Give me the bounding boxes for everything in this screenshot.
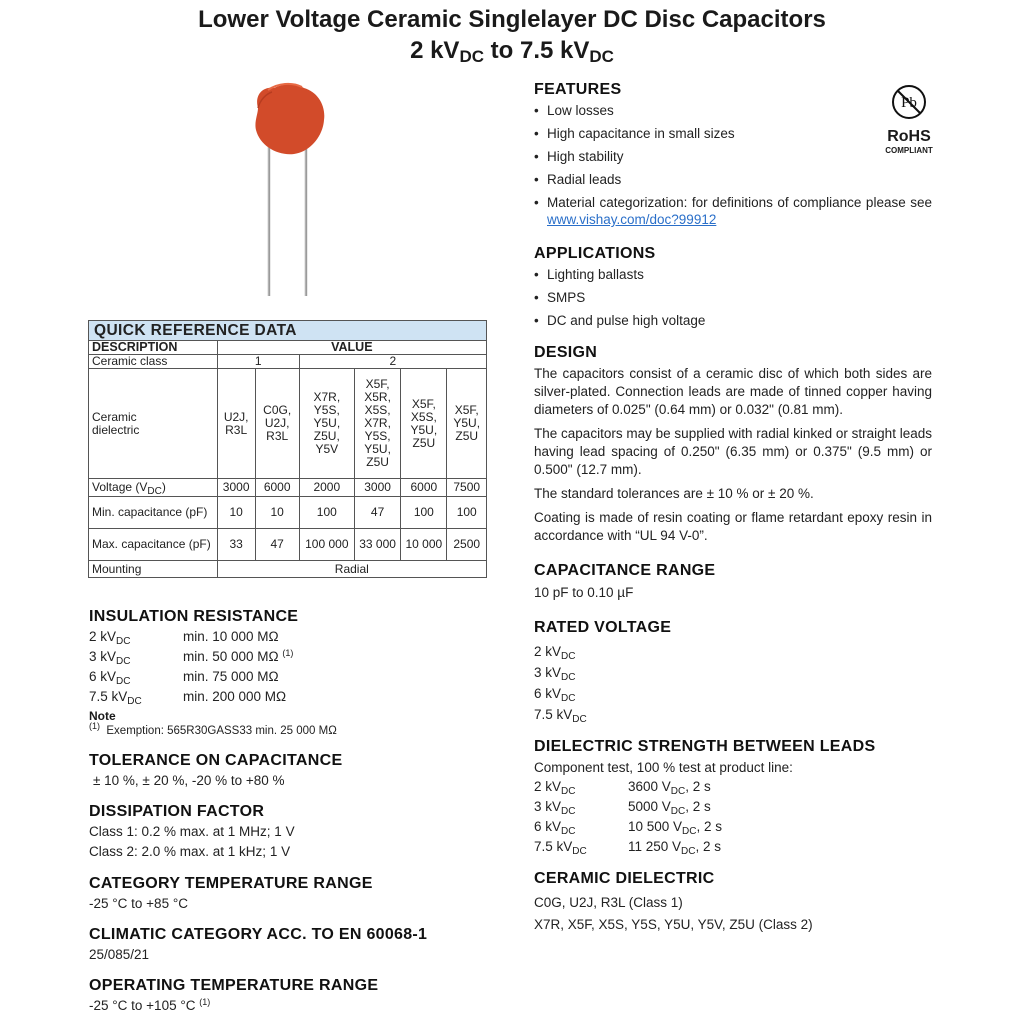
quick-reference-heading: QUICK REFERENCE DATA bbox=[89, 321, 487, 341]
dc-subscript: DC bbox=[147, 486, 162, 497]
voltage-rating: 6 kV bbox=[534, 819, 562, 834]
left-column bbox=[89, 607, 509, 1015]
lead-free-symbol: Pb bbox=[901, 95, 917, 111]
table-cell: 33 bbox=[217, 529, 255, 561]
table-cell: 3000 bbox=[217, 479, 255, 497]
table-cell: 100 bbox=[447, 497, 487, 529]
table-cell: 33 000 bbox=[354, 529, 400, 561]
dielectric-strength-row bbox=[534, 777, 932, 797]
insulation-value: min. 10 000 MΩ bbox=[183, 629, 279, 644]
climatic-category-heading: CLIMATIC CATEGORY ACC. TO EN 60068-1 bbox=[89, 926, 428, 943]
design-heading: DESIGN bbox=[534, 344, 598, 361]
voltage-label: Voltage (V bbox=[92, 480, 148, 494]
table-cell: 2000 bbox=[299, 479, 354, 497]
table-row-class bbox=[89, 355, 487, 369]
voltage-rating: 2 kV bbox=[89, 629, 117, 644]
features-list bbox=[534, 102, 932, 228]
test-duration: , 2 s bbox=[685, 799, 711, 814]
material-link[interactable]: www.vishay.com/doc?99912 bbox=[547, 212, 717, 227]
dc-subscript: DC bbox=[116, 676, 131, 687]
dielectric-strength-row bbox=[534, 837, 932, 857]
insulation-value: min. 200 000 MΩ bbox=[183, 689, 287, 704]
dc-subscript: DC bbox=[561, 651, 576, 662]
row-label: Ceramic class bbox=[89, 355, 218, 369]
rated-voltage-section bbox=[534, 618, 932, 725]
feature-item-material bbox=[534, 194, 932, 228]
features-section bbox=[534, 80, 932, 228]
table-row-voltage bbox=[89, 479, 487, 497]
application-item: • Lighting ballasts bbox=[534, 266, 932, 283]
note-text: Exemption: 565R30GASS33 min. 25 000 MΩ bbox=[106, 725, 337, 737]
tolerance-section bbox=[89, 751, 509, 790]
dc-subscript: DC bbox=[561, 806, 576, 817]
insulation-section bbox=[89, 607, 509, 739]
capacitance-range-value: 10 pF to 0.10 µF bbox=[534, 585, 634, 600]
rated-voltage-heading: RATED VOLTAGE bbox=[534, 619, 672, 636]
ceramic-dielectric-section bbox=[534, 869, 932, 936]
dc-subscript: DC bbox=[116, 636, 131, 647]
voltage-rating: 6 kV bbox=[89, 669, 117, 684]
rated-voltage-value: 2 kV bbox=[534, 644, 562, 659]
voltage-label-close: ) bbox=[161, 480, 166, 494]
feature-item: • High stability bbox=[534, 148, 932, 165]
insulation-row bbox=[89, 627, 509, 647]
dissipation-section bbox=[89, 802, 509, 862]
applications-section bbox=[534, 244, 932, 329]
capacitance-range-heading: CAPACITANCE RANGE bbox=[534, 562, 716, 579]
dielectric-strength-row bbox=[534, 817, 932, 837]
row-label: Mounting bbox=[89, 561, 218, 578]
material-text: Material categorization: for definitions of compliance please see bbox=[547, 195, 932, 210]
table-cell: 6000 bbox=[255, 479, 299, 497]
voltage-rating: 3 kV bbox=[89, 649, 117, 664]
row-label: Ceramic dielectric bbox=[89, 369, 218, 479]
feature-item: • Low losses bbox=[534, 102, 932, 119]
insulation-heading: INSULATION RESISTANCE bbox=[89, 608, 299, 625]
dc-subscript: DC bbox=[116, 656, 131, 667]
right-column bbox=[534, 80, 932, 936]
title-sub-dc-1: DC bbox=[459, 47, 484, 66]
ceramic-dielectric-class2: X7R, X5F, X5S, Y5S, Y5U, Y5V, Z5U (Class 2) bbox=[534, 917, 813, 932]
insulation-row bbox=[89, 687, 509, 707]
title-line-2 bbox=[0, 35, 1024, 66]
table-cell: 100 bbox=[299, 497, 354, 529]
disc-capacitor-image bbox=[248, 80, 338, 300]
category-temperature-section bbox=[89, 874, 509, 913]
feature-item: • Radial leads bbox=[534, 171, 932, 188]
title-voltage-low: 2 kV bbox=[410, 37, 460, 64]
dissipation-class2: Class 2: 2.0 % max. at 1 kHz; 1 V bbox=[89, 844, 291, 859]
table-cell: U2J, R3L bbox=[217, 369, 255, 479]
table-cell: 100 000 bbox=[299, 529, 354, 561]
test-voltage: 11 250 V bbox=[628, 839, 682, 854]
insulation-value: min. 50 000 MΩ bbox=[183, 649, 279, 664]
table-cell: 3000 bbox=[354, 479, 400, 497]
table-cell: 10 bbox=[255, 497, 299, 529]
dielectric-strength-row bbox=[534, 797, 932, 817]
dc-subscript: DC bbox=[572, 846, 587, 857]
dielectric-strength-section bbox=[534, 737, 932, 857]
features-heading: FEATURES bbox=[534, 81, 622, 98]
insulation-row bbox=[89, 647, 509, 667]
table-row-min-capacitance bbox=[89, 497, 487, 529]
footnote-mark: (1) bbox=[282, 648, 294, 658]
dc-subscript: DC bbox=[682, 826, 697, 837]
tolerance-heading: TOLERANCE ON CAPACITANCE bbox=[89, 752, 343, 769]
table-cell: X5F, X5S, Y5U, Z5U bbox=[401, 369, 447, 479]
ceramic-dielectric-heading: CERAMIC DIELECTRIC bbox=[534, 870, 715, 887]
voltage-rating: 7.5 kV bbox=[534, 839, 573, 854]
dc-subscript: DC bbox=[670, 786, 686, 797]
capacitance-range-section bbox=[534, 561, 932, 602]
dc-subscript: DC bbox=[572, 714, 587, 725]
design-paragraph: The capacitors consist of a ceramic disc of which both sides are silver-plated. Connection leads are made of tinned copper having diameters of 0.025" (0.64 mm) or 0.032" (0.81 mm). bbox=[534, 366, 932, 417]
rohs-label: RoHS bbox=[887, 128, 931, 145]
table-cell: 47 bbox=[255, 529, 299, 561]
table-cell: C0G, U2J, R3L bbox=[255, 369, 299, 479]
table-row-mounting bbox=[89, 561, 487, 578]
document-title bbox=[0, 4, 1024, 66]
voltage-rating: 2 kV bbox=[534, 779, 562, 794]
operating-temperature-value: -25 °C to +105 °C bbox=[89, 998, 196, 1013]
dc-subscript: DC bbox=[127, 696, 142, 707]
dielectric-strength-intro: Component test, 100 % test at product line: bbox=[534, 760, 793, 775]
tolerance-value: ± 10 %, ± 20 %, -20 % to +80 % bbox=[93, 773, 285, 788]
climatic-category-value: 25/085/21 bbox=[89, 947, 150, 962]
note-line bbox=[89, 723, 509, 739]
dc-subscript: DC bbox=[561, 693, 576, 704]
applications-heading: APPLICATIONS bbox=[534, 245, 656, 262]
insulation-value: min. 75 000 MΩ bbox=[183, 669, 279, 684]
dc-subscript: DC bbox=[681, 846, 696, 857]
table-cell: 2500 bbox=[447, 529, 487, 561]
rated-voltage-value: 7.5 kV bbox=[534, 707, 573, 722]
row-label: Min. capacitance (pF) bbox=[89, 497, 218, 529]
insulation-row bbox=[89, 667, 509, 687]
design-paragraph: The capacitors may be supplied with radial kinked or straight leads having lead spacing of 0.250" (6.35 mm) or 0.375" (9.5 mm) or 0.500" (12.7 mm). bbox=[534, 426, 932, 477]
table-cell: 7500 bbox=[447, 479, 487, 497]
dc-subscript: DC bbox=[561, 786, 576, 797]
dc-subscript: DC bbox=[670, 806, 686, 817]
operating-temperature-heading: OPERATING TEMPERATURE RANGE bbox=[89, 977, 379, 994]
table-cell: 2 bbox=[299, 355, 486, 369]
test-voltage: 5000 V bbox=[628, 799, 671, 814]
title-sub-dc-2: DC bbox=[589, 47, 614, 66]
column-header-value: VALUE bbox=[217, 341, 486, 355]
table-cell: X5F, X5R, X5S, X7R, Y5S, Y5U, Z5U bbox=[354, 369, 400, 479]
rated-voltage-item bbox=[534, 662, 932, 683]
ceramic-dielectric-class1: C0G, U2J, R3L (Class 1) bbox=[534, 895, 683, 910]
dielectric-strength-heading: DIELECTRIC STRENGTH BETWEEN LEADS bbox=[534, 738, 876, 755]
rated-voltage-item bbox=[534, 704, 932, 725]
application-item: • SMPS bbox=[534, 289, 932, 306]
rated-voltage-value: 3 kV bbox=[534, 665, 562, 680]
rohs-sublabel: COMPLIANT bbox=[885, 146, 933, 155]
voltage-rating: 3 kV bbox=[534, 799, 562, 814]
applications-list bbox=[534, 266, 932, 329]
table-row-max-capacitance bbox=[89, 529, 487, 561]
application-item: • DC and pulse high voltage bbox=[534, 312, 932, 329]
dissipation-heading: DISSIPATION FACTOR bbox=[89, 803, 265, 820]
footnote-mark: (1) bbox=[89, 721, 100, 731]
rated-voltage-value: 6 kV bbox=[534, 686, 562, 701]
table-cell: 1 bbox=[217, 355, 299, 369]
design-section bbox=[534, 343, 932, 545]
test-voltage: 10 500 V bbox=[628, 819, 683, 834]
climatic-category-section bbox=[89, 925, 509, 964]
note-label: Note bbox=[89, 709, 116, 723]
dc-subscript: DC bbox=[561, 672, 576, 683]
table-cell: Radial bbox=[217, 561, 486, 578]
category-temperature-heading: CATEGORY TEMPERATURE RANGE bbox=[89, 875, 373, 892]
row-label bbox=[89, 479, 218, 497]
voltage-rating: 7.5 kV bbox=[89, 689, 128, 704]
title-voltage-high: to 7.5 kV bbox=[484, 37, 590, 64]
table-cell: 47 bbox=[354, 497, 400, 529]
footnote-mark: (1) bbox=[199, 997, 211, 1007]
title-line-1: Lower Voltage Ceramic Singlelayer DC Disc Capacitors bbox=[198, 6, 826, 33]
rated-voltage-item bbox=[534, 683, 932, 704]
dissipation-class1: Class 1: 0.2 % max. at 1 MHz; 1 V bbox=[89, 824, 295, 839]
table-cell: 10 000 bbox=[401, 529, 447, 561]
rated-voltage-item bbox=[534, 641, 932, 662]
table-cell: X7R, Y5S, Y5U, Z5U, Y5V bbox=[299, 369, 354, 479]
dc-subscript: DC bbox=[561, 826, 576, 837]
category-temperature-value: -25 °C to +85 °C bbox=[89, 896, 188, 911]
test-duration: , 2 s bbox=[696, 819, 723, 834]
table-cell: X5F, Y5U, Z5U bbox=[447, 369, 487, 479]
test-voltage: 3600 V bbox=[628, 779, 671, 794]
quick-reference-table bbox=[88, 320, 487, 578]
column-header-description: DESCRIPTION bbox=[89, 341, 218, 355]
feature-item: • High capacitance in small sizes bbox=[534, 125, 932, 142]
table-cell: 100 bbox=[401, 497, 447, 529]
design-paragraph: The standard tolerances are ± 10 % or ± 20 %. bbox=[534, 486, 814, 501]
operating-temperature-section bbox=[89, 976, 509, 1015]
test-duration: , 2 s bbox=[695, 839, 722, 854]
test-duration: , 2 s bbox=[685, 779, 711, 794]
table-cell: 6000 bbox=[401, 479, 447, 497]
design-paragraph: Coating is made of resin coating or flame retardant epoxy resin in accordance with “UL 94 V-0”. bbox=[534, 510, 932, 543]
table-row-dielectric bbox=[89, 369, 487, 479]
row-label: Max. capacitance (pF) bbox=[89, 529, 218, 561]
table-cell: 10 bbox=[217, 497, 255, 529]
